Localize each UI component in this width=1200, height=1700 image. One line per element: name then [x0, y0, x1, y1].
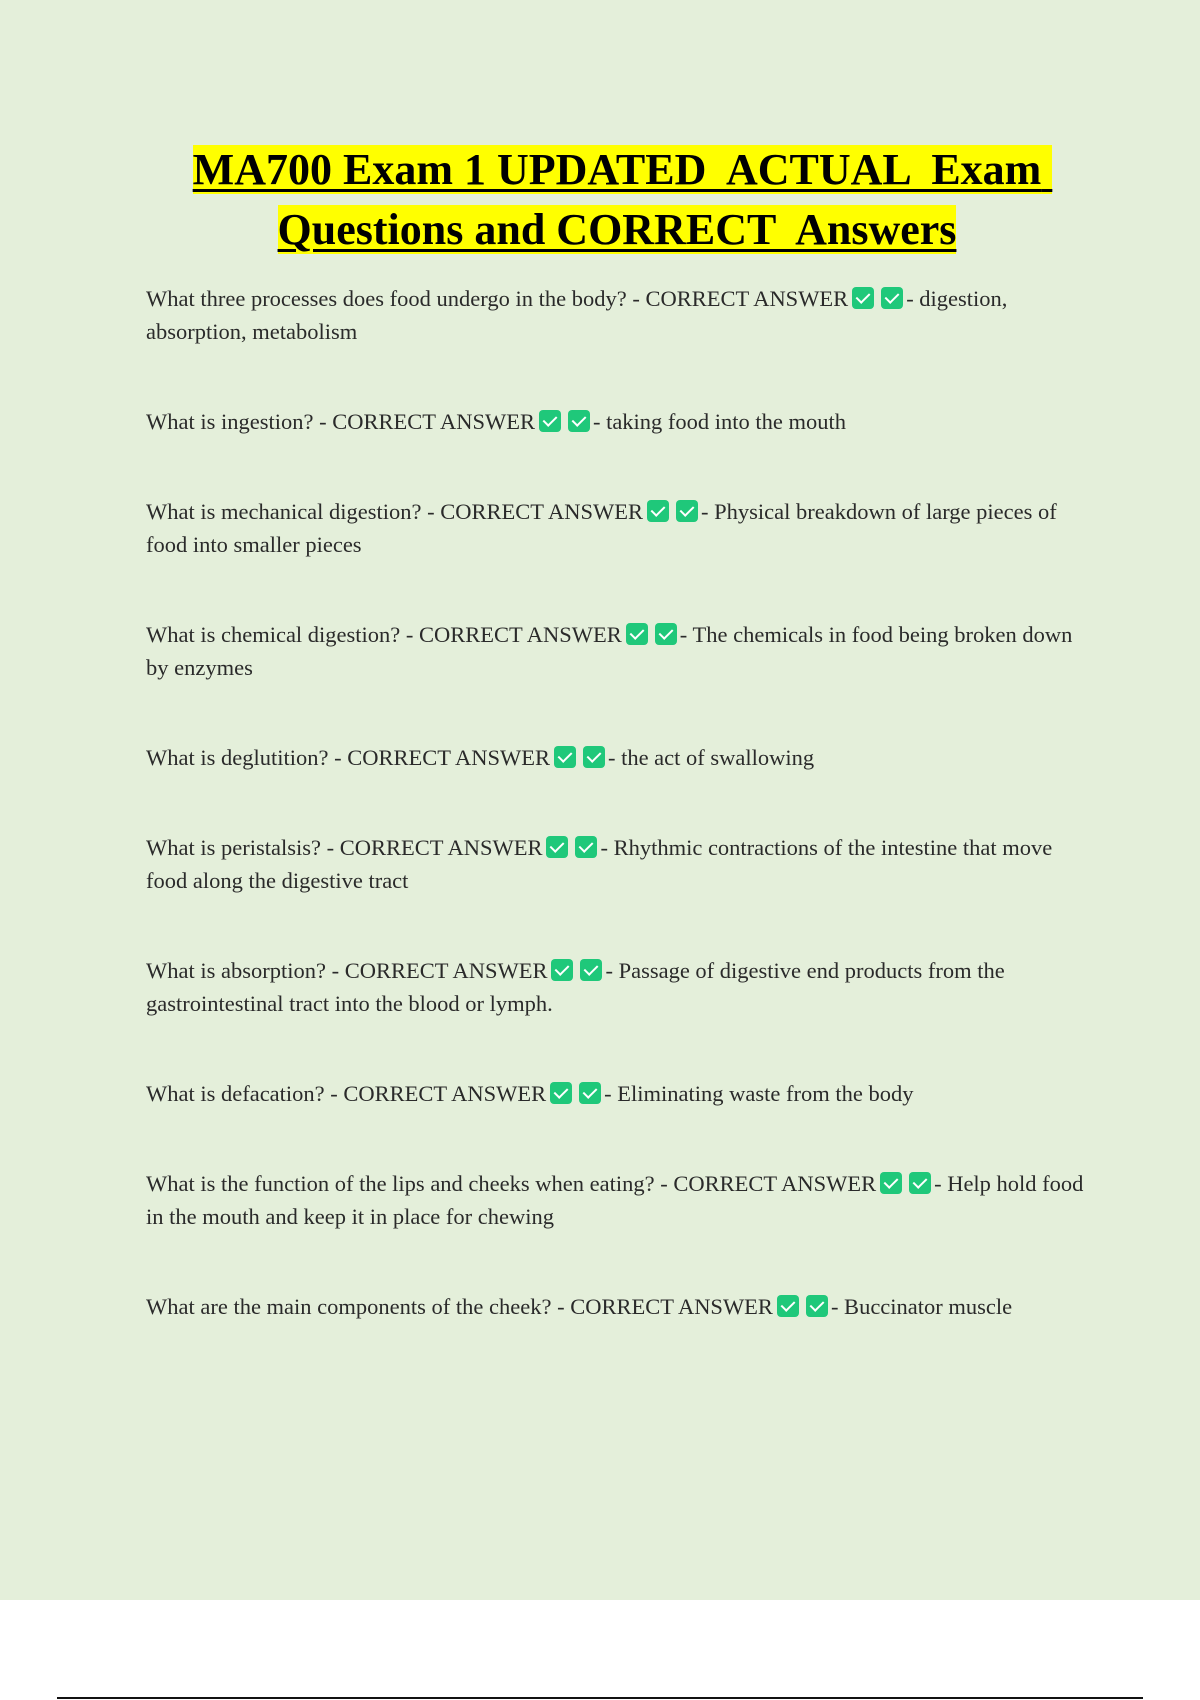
document-title-text: MA700 Exam 1 UPDATED ACTUAL Exam Questions and CORRECT Answers [192, 145, 1053, 254]
green-check-box-icon [568, 410, 590, 432]
green-check-box-icon [579, 1082, 601, 1104]
document-title [146, 140, 1088, 260]
green-check-box-icon [880, 1172, 902, 1194]
answer-text: - the act of swallowing [607, 745, 815, 770]
green-check-box-icon [546, 836, 568, 858]
question-text: What is deglutition? [146, 745, 329, 770]
question-text: What is ingestion? [146, 409, 314, 434]
answer-text: - The chemicals in food being broken down by enzymes [146, 622, 1079, 680]
qa-list [146, 282, 1088, 1323]
answer-text: - taking food into the mouth [592, 409, 847, 434]
correct-answer-marker: - CORRECT ANSWER [654, 1171, 877, 1196]
answer-text: - Rhythmic contractions of the intestine that move food along the digestive tract [146, 835, 1058, 893]
correct-answer-marker: - CORRECT ANSWER [421, 499, 644, 524]
green-check-box-icon [676, 500, 698, 522]
qa-item [146, 1077, 1088, 1110]
green-check-box-icon [626, 623, 648, 645]
qa-item [146, 954, 1088, 1020]
green-check-box-icon [655, 623, 677, 645]
qa-item [146, 405, 1088, 438]
footer-divider [57, 1697, 1143, 1699]
question-text: What is peristalsis? [146, 835, 321, 860]
green-check-box-icon [539, 410, 561, 432]
correct-answer-marker: - CORRECT ANSWER [551, 1294, 773, 1319]
green-check-box-icon [806, 1295, 828, 1317]
green-check-box-icon [550, 1082, 572, 1104]
correct-answer-marker: - CORRECT ANSWER [626, 286, 849, 311]
green-check-box-icon [583, 746, 605, 768]
correct-answer-marker: - CORRECT ANSWER [400, 622, 622, 647]
correct-answer-marker: - CORRECT ANSWER [313, 409, 535, 434]
answer-text: - digestion, absorption, metabolism [146, 286, 1014, 344]
qa-item [146, 1290, 1088, 1323]
qa-item [146, 831, 1088, 897]
qa-item [146, 1167, 1088, 1233]
answer-text: - Eliminating waste from the body [604, 1081, 914, 1106]
document-content [146, 140, 1088, 1380]
correct-answer-marker: - CORRECT ANSWER [320, 835, 543, 860]
green-check-box-icon [881, 287, 903, 309]
question-text: What is defacation? [146, 1081, 325, 1106]
green-check-box-icon [909, 1172, 931, 1194]
question-text: What three processes does food undergo in the body? [146, 286, 627, 311]
qa-item [146, 282, 1088, 348]
green-check-box-icon [852, 287, 874, 309]
qa-item [146, 618, 1088, 684]
question-text: What is chemical digestion? [146, 622, 401, 647]
correct-answer-marker: - CORRECT ANSWER [328, 745, 550, 770]
question-text: What is mechanical digestion? [146, 499, 422, 524]
answer-text: - Buccinator muscle [830, 1294, 1013, 1319]
correct-answer-marker: - CORRECT ANSWER [325, 958, 548, 983]
question-text: What is absorption? [146, 958, 326, 983]
green-check-box-icon [580, 959, 602, 981]
question-text: What are the main components of the cheek? [146, 1294, 552, 1319]
green-check-box-icon [647, 500, 669, 522]
question-text: What is the function of the lips and cheeks when eating? [146, 1171, 655, 1196]
green-check-box-icon [554, 746, 576, 768]
answer-text: - Help hold food in the mouth and keep it in place for chewing [146, 1171, 1090, 1229]
correct-answer-marker: - CORRECT ANSWER [324, 1081, 547, 1106]
green-check-box-icon [575, 836, 597, 858]
answer-text: - Physical breakdown of large pieces of food into smaller pieces [146, 499, 1063, 557]
green-check-box-icon [551, 959, 573, 981]
answer-text: - Passage of digestive end products from the gastrointestinal tract into the blood or lymph. [146, 958, 1011, 1016]
qa-item [146, 741, 1088, 774]
green-check-box-icon [777, 1295, 799, 1317]
qa-item [146, 495, 1088, 561]
